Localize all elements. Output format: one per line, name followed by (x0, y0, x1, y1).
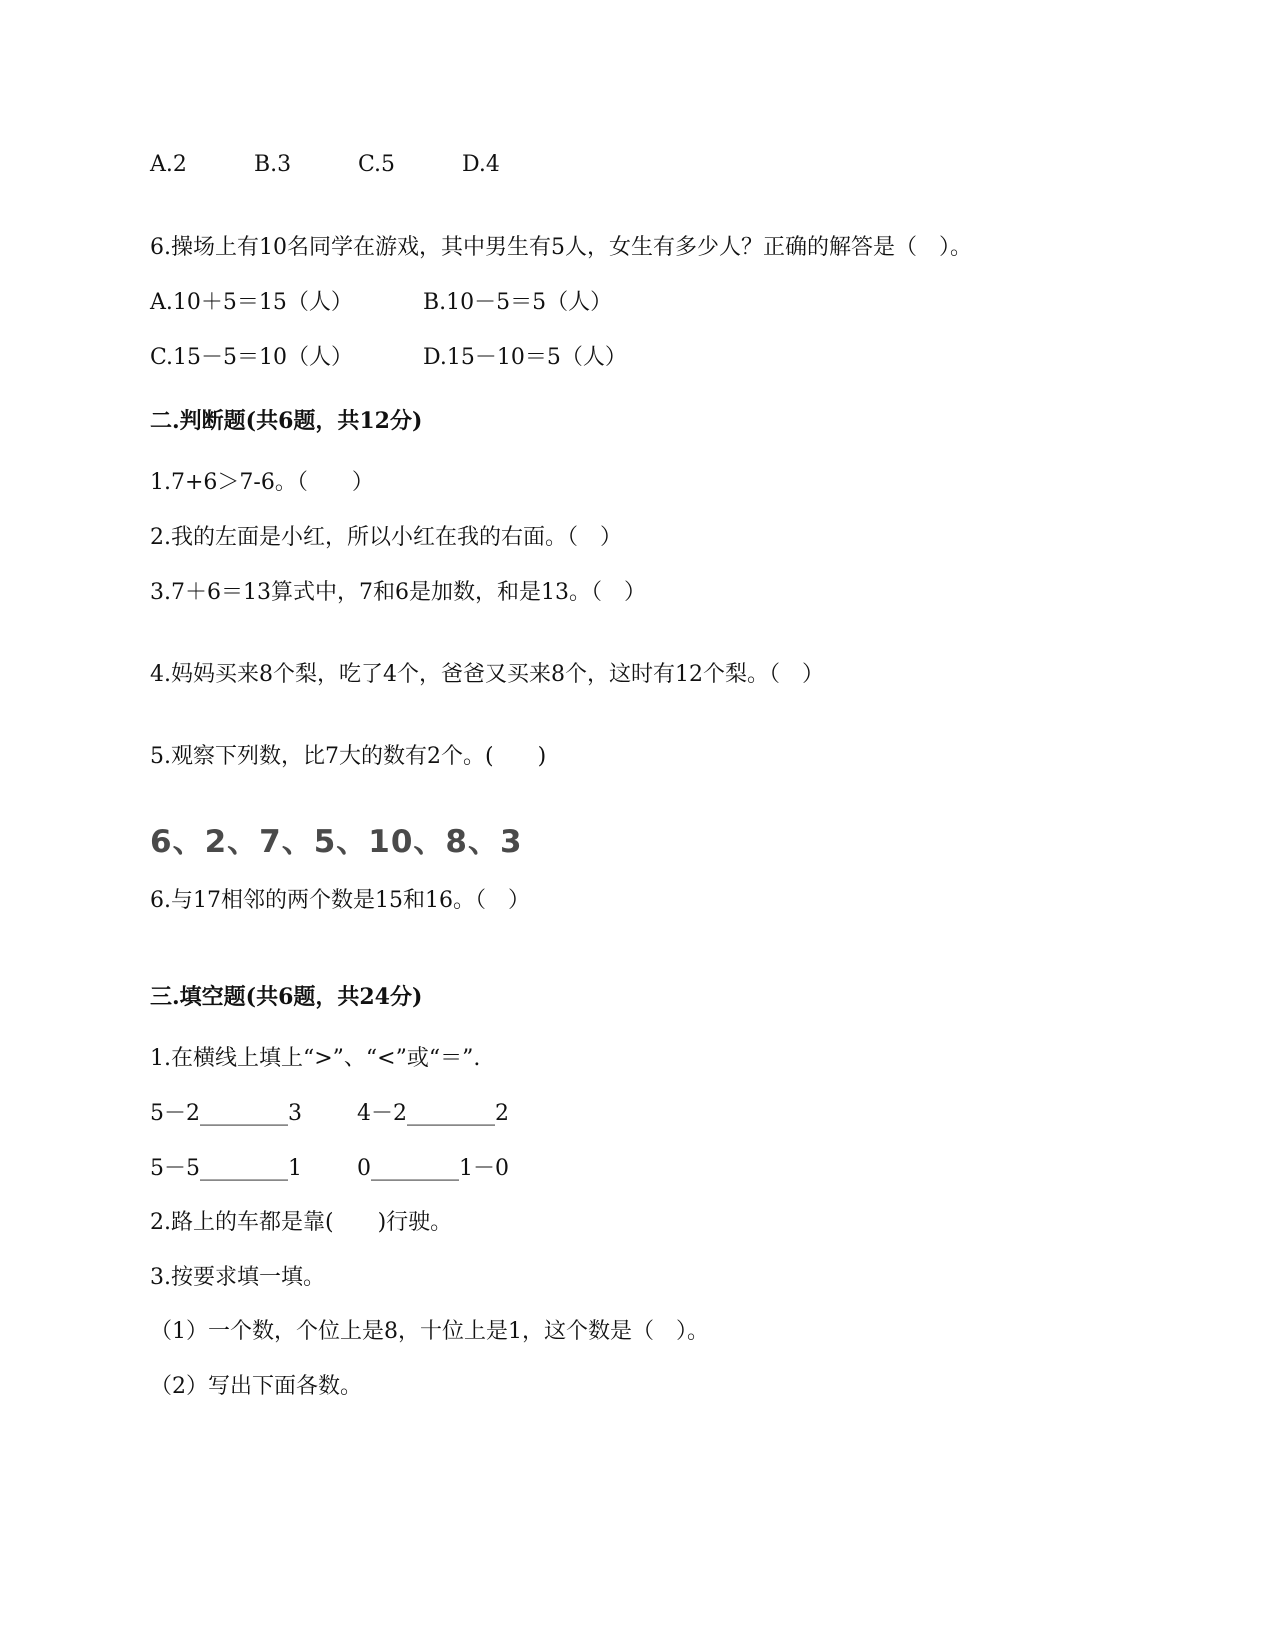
section3-q1-row1 (150, 1099, 509, 1129)
section3-q1-row2 (150, 1154, 509, 1184)
q5-option-b: B.3 (254, 152, 292, 177)
q6-stem: 6.操场上有10名同学在游戏，其中男生有5人，女生有多少人？正确的解答是（ ）。 (150, 235, 972, 260)
q6-option-d: D.15－10＝5（人） (423, 345, 627, 370)
section2-item-1: 1.7+6＞7-6。（ ） (150, 470, 374, 495)
section3-q1-stem: 1.在横线上填上“>”、“<”或“＝”. (150, 1046, 481, 1071)
q6-options-row1 (150, 288, 612, 318)
q6-option-a: A.10＋5＝15（人） (150, 290, 353, 315)
q5-option-d: D.4 (462, 152, 500, 177)
q6-options-row2 (150, 343, 627, 373)
comparison-2: 4－2________2 (357, 1101, 509, 1126)
comparison-4: 0________1－0 (357, 1156, 509, 1181)
section2-heading: 二.判断题(共6题，共12分) (150, 408, 423, 434)
q5-options (150, 150, 500, 180)
q5-option-a: A.2 (150, 152, 187, 177)
section3-q3-sub2: （2）写出下面各数。 (150, 1374, 362, 1399)
section2-item-3: 3.7＋6＝13算式中，7和6是加数，和是13。（ ） (150, 580, 646, 605)
q6-option-b: B.10－5＝5（人） (423, 290, 613, 315)
q5-option-c: C.5 (358, 152, 396, 177)
section3-q2: 2.路上的车都是靠( )行驶。 (150, 1210, 453, 1235)
section2-item-4: 4.妈妈买来8个梨，吃了4个，爸爸又买来8个，这时有12个梨。（ ） (150, 662, 824, 687)
section2-item-2: 2.我的左面是小红，所以小红在我的右面。（ ） (150, 525, 622, 550)
number-sequence: 6、2、7、5、10、8、3 (150, 824, 523, 860)
section2-item-6: 6.与17相邻的两个数是15和16。（ ） (150, 888, 530, 913)
section3-q3-stem: 3.按要求填一填。 (150, 1265, 325, 1290)
q6-option-c: C.15－5＝10（人） (150, 345, 354, 370)
comparison-1: 5－2________3 (150, 1101, 302, 1126)
section3-q3-sub1: （1）一个数，个位上是8，十位上是1，这个数是（ ）。 (150, 1319, 709, 1344)
section2-item-5: 5.观察下列数，比7大的数有2个。( ) (150, 744, 547, 769)
comparison-3: 5－5________1 (150, 1156, 302, 1181)
section3-heading: 三.填空题(共6题，共24分) (150, 984, 423, 1010)
